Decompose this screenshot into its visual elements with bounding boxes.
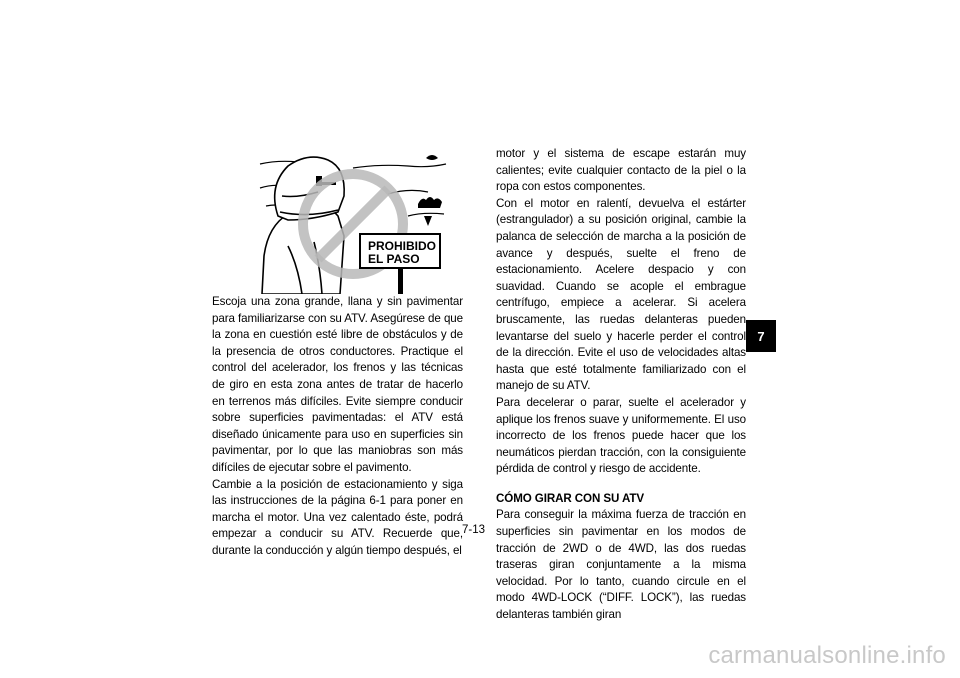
sign-text-line2: EL PASO [368,252,420,266]
watermark: carmanualsonline.info [708,642,946,669]
prohibited-passage-illustration [258,146,448,294]
right-paragraph-2: Con el motor en ralentí, devuelva el estárter (estrangulador) a su posición original, cambie la palanca de selección de marcha a la posición de avance y después, suelte el freno de estacionamiento. Acelere despacio y con suavidad. Cuando se acople el embrague centrífugo, empiece a acelerar. Si acelera bruscamente, las ruedas delanteras pueden levantarse del suelo y hacerle perder el control de la dirección. Evite el uso de velocidades altas hasta que esté totalmente familiarizado con el manejo de su ATV. [496,196,746,393]
right-text-column [496,146,746,624]
chapter-tab: 7 [746,320,776,352]
right-paragraph-3: Para decelerar o parar, suelte el acelerador y aplique los frenos suave y uniformemente. El uso incorrecto de los frenos puede hacer que los neumáticos pierdan tracción, con la consiguiente pérdida de control y riesgo de accidente. [496,395,746,476]
sign-text-line1: PROHIBIDO [368,239,437,253]
right-paragraph-4: Para conseguir la máxima fuerza de tracción en superficies sin pavimentar en los modos de tracción de 2WD o de 4WD, las dos ruedas traseras giran conjuntamente a la misma velocidad. Por lo tanto, cuando circule en el modo 4WD-LOCK (“DIFF. LOCK”), las ruedas delanteras también giran [496,508,746,622]
left-paragraph-1: Escoja una zona grande, llana y sin pavimentar para familiarizarse con su ATV. Asegúrese de que la zona en cuestión esté libre de obstáculos y de la presencia de otros conductores. Practique el control del acelerador, los frenos y las técnicas de giro en esta zona antes de tratar de hacerlo en terrenos más difíciles. Evite siempre conducir sobre superficies pavimentadas: el ATV está diseñado únicamente para uso en superficies sin pavimentar, por lo que las maniobras son más difíciles de ejecutar sobre el pavimento. [212,295,463,474]
section-heading: CÓMO GIRAR CON SU ATV [496,491,644,505]
right-paragraph-1: motor y el sistema de escape estarán muy calientes; evite cualquier contacto de la piel o la ropa con estos componentes. [496,147,746,194]
paragraph-gap [496,478,746,491]
page-number: 7-13 [462,524,486,536]
left-paragraph-2: Cambie a la posición de estacionamiento y siga las instrucciones de la página 6-1 para poner en marcha el motor. Una vez calentado éste, podrá empezar a conducir su ATV. Recuerde que, durante la conducción y algún tiempo después, el [212,477,463,557]
left-text-column [212,294,463,560]
